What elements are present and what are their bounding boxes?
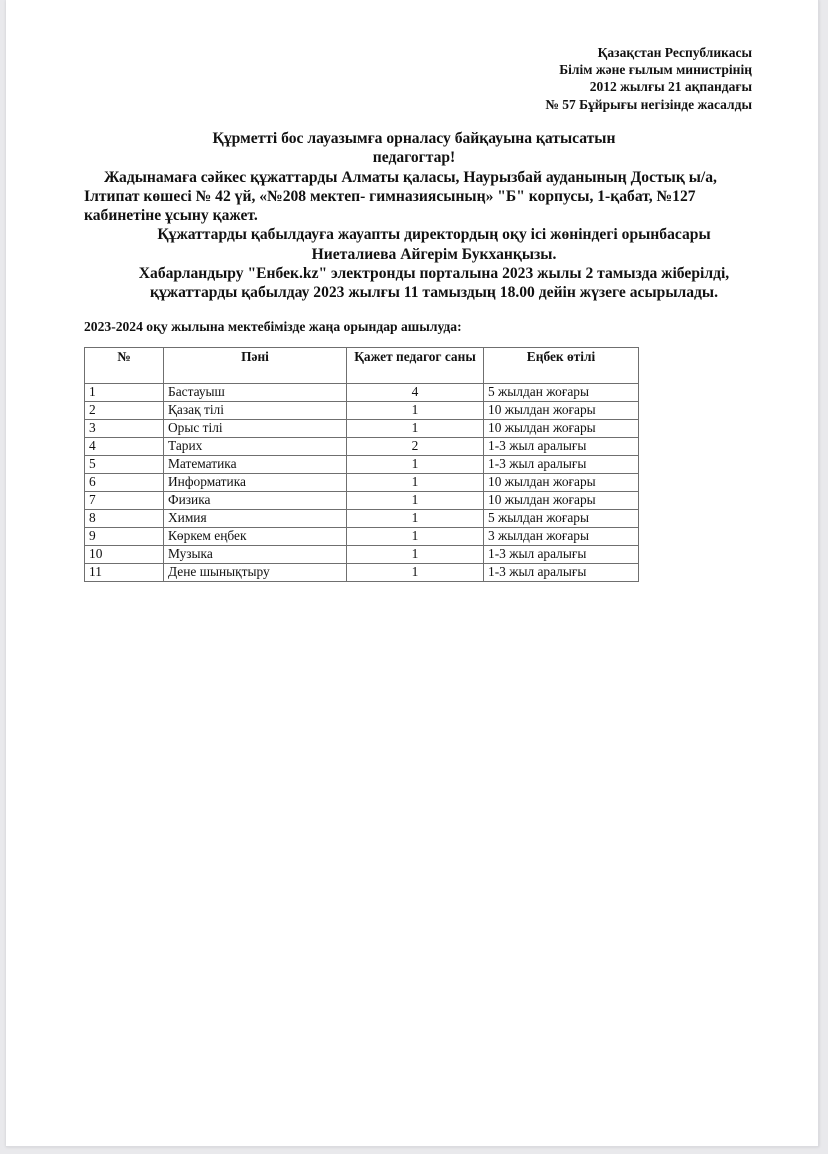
row-experience: 5 жылдан жоғары (484, 384, 639, 402)
row-number: 4 (85, 438, 164, 456)
row-experience: 1-3 жыл аралығы (484, 564, 639, 582)
row-number: 11 (85, 564, 164, 582)
table-header-row (85, 348, 639, 384)
header-line: 2012 жылғы 21 ақпандағы (589, 79, 752, 95)
row-subject: Информатика (164, 474, 347, 492)
row-subject: Бастауыш (164, 384, 347, 402)
address-line: Ілтипат көшесі № 42 үй, «№208 мектеп- гимназиясының» "Б" корпусы, 1-қабат, №127 (84, 187, 696, 205)
row-count: 4 (347, 384, 484, 402)
row-count: 1 (347, 528, 484, 546)
column-header-number: № (85, 348, 164, 384)
approval-header (545, 44, 752, 113)
table-body (85, 384, 639, 582)
table-row (85, 474, 639, 492)
header-line: Білім және ғылым министрінің (559, 62, 752, 78)
row-count: 1 (347, 420, 484, 438)
row-subject: Дене шынықтыру (164, 564, 347, 582)
row-subject: Химия (164, 510, 347, 528)
table-intro: 2023-2024 оқу жылына мектебімізде жаңа орындар ашылуда: (84, 319, 462, 334)
responsible-line: Ниеталиева Айгерім Букханқызы. (311, 245, 557, 263)
row-count: 2 (347, 438, 484, 456)
row-subject: Қазақ тілі (164, 402, 347, 420)
table-row (85, 456, 639, 474)
table-row (85, 492, 639, 510)
row-experience: 10 жылдан жоғары (484, 420, 639, 438)
table-row (85, 546, 639, 564)
row-number: 8 (85, 510, 164, 528)
row-experience: 1-3 жыл аралығы (484, 456, 639, 474)
row-count: 1 (347, 456, 484, 474)
row-experience: 5 жылдан жоғары (484, 510, 639, 528)
row-experience: 1-3 жыл аралығы (484, 438, 639, 456)
row-number: 10 (85, 546, 164, 564)
greeting-line: Құрметті бос лауазымға орналасу байқауына қатысатын (212, 130, 616, 147)
row-count: 1 (347, 402, 484, 420)
row-experience: 3 жылдан жоғары (484, 528, 639, 546)
row-subject: Музыка (164, 546, 347, 564)
greeting-line: педагогтар! (372, 149, 456, 167)
row-experience: 10 жылдан жоғары (484, 402, 639, 420)
row-subject: Орыс тілі (164, 420, 347, 438)
table-row (85, 384, 639, 402)
row-count: 1 (347, 546, 484, 564)
table-row (85, 402, 639, 420)
row-count: 1 (347, 564, 484, 582)
row-number: 7 (85, 492, 164, 510)
row-count: 1 (347, 474, 484, 492)
row-number: 6 (85, 474, 164, 492)
row-number: 1 (85, 384, 164, 402)
row-experience: 10 жылдан жоғары (484, 474, 639, 492)
row-count: 1 (347, 492, 484, 510)
row-number: 2 (85, 402, 164, 420)
responsible-line: Құжаттарды қабылдауға жауапты директордың оқу ісі жөніндегі орынбасары (157, 226, 711, 244)
row-count: 1 (347, 510, 484, 528)
address-line: Жадынамаға сәйкес құжаттарды Алматы қаласы, Наурызбай ауданының Достық ы/а, (104, 168, 717, 186)
portal-line: Хабарландыру "Енбек.kz" электронды порталына 2023 жылы 2 тамызда жіберілді, (138, 265, 730, 283)
row-number: 3 (85, 420, 164, 438)
row-experience: 1-3 жыл аралығы (484, 546, 639, 564)
column-header-experience: Еңбек өтілі (484, 348, 639, 384)
header-line: № 57 Бұйрығы негізінде жасалды (545, 96, 752, 112)
column-header-subject: Пәні (164, 348, 347, 384)
table-row (85, 510, 639, 528)
table-row (85, 420, 639, 438)
announcement-block (84, 129, 784, 303)
column-header-count: Қажет педагог саны (347, 348, 484, 384)
row-subject: Тарих (164, 438, 347, 456)
header-line: Қазақстан Республикасы (597, 45, 752, 60)
row-subject: Математика (164, 456, 347, 474)
address-line: кабинетіне ұсыну қажет. (84, 207, 258, 225)
row-subject: Физика (164, 492, 347, 510)
table-row (85, 438, 639, 456)
table-row (85, 564, 639, 582)
row-experience: 10 жылдан жоғары (484, 492, 639, 510)
row-number: 5 (85, 456, 164, 474)
portal-line: құжаттарды қабылдау 2023 жылғы 11 тамыздың 18.00 дейін жүзеге асырылады. (149, 284, 718, 302)
row-subject: Көркем еңбек (164, 528, 347, 546)
vacancies-table (84, 347, 639, 582)
document-page (6, 0, 819, 1147)
row-number: 9 (85, 528, 164, 546)
table-row (85, 528, 639, 546)
